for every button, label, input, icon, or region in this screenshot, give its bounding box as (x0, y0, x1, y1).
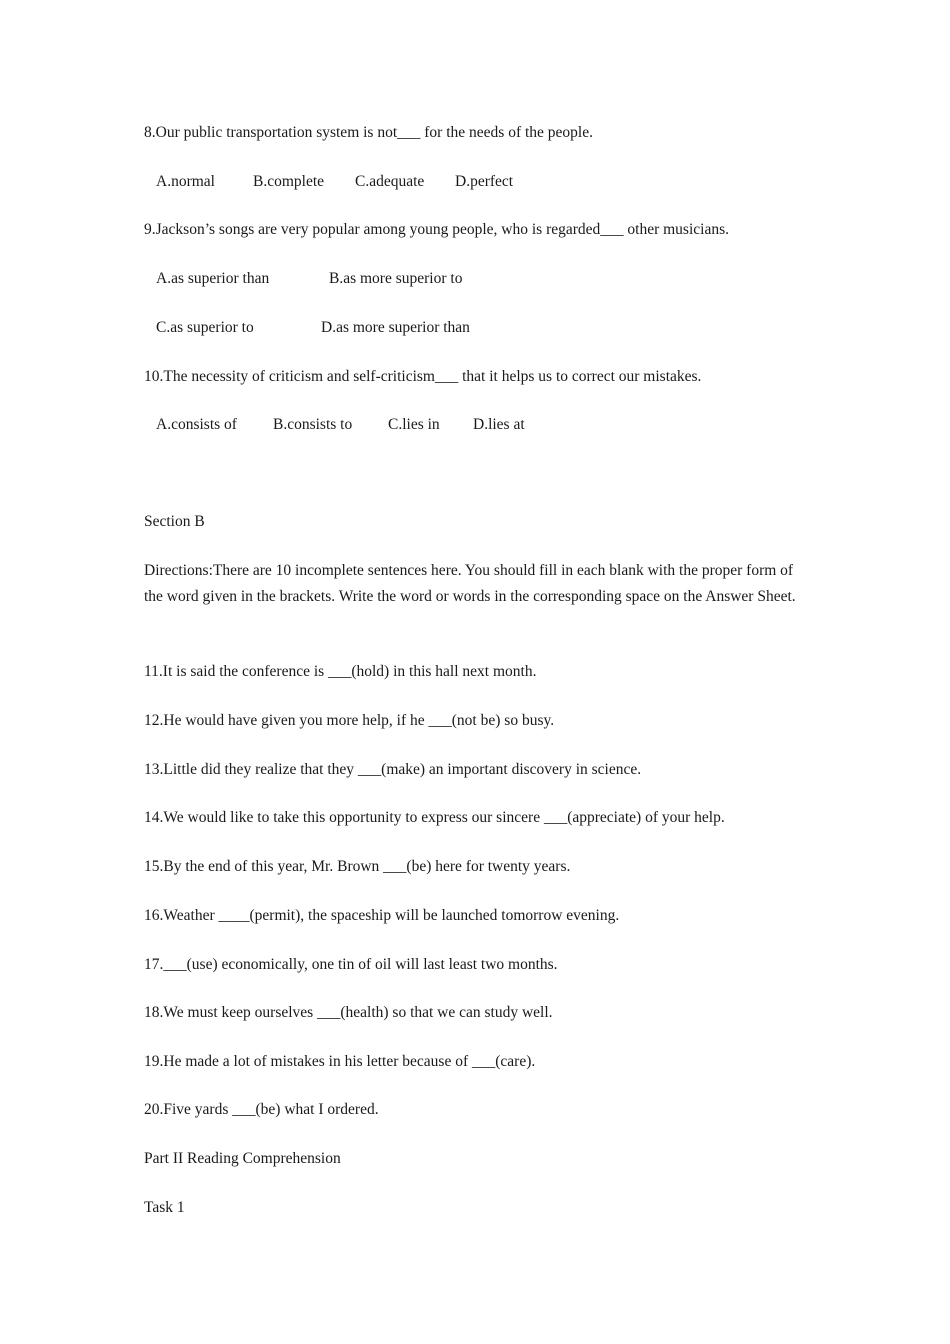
question-8-option-b: B.complete (253, 173, 325, 190)
fill-in-item-19: 19.He made a lot of mistakes in his letter because of ___(care). (144, 1053, 536, 1070)
fill-in-item-17: 17.___(use) economically, one tin of oil will last least two months. (144, 956, 558, 973)
task-1-heading: Task 1 (144, 1199, 185, 1216)
fill-in-item-11: 11.It is said the conference is ___(hold) in this hall next month. (144, 663, 537, 680)
question-8-option-d: D.perfect (455, 173, 514, 190)
question-10-option-d: D.lies at (473, 416, 525, 433)
question-9-option-c: C.as superior to (156, 319, 254, 336)
question-9-option-a: A.as superior than (156, 270, 270, 287)
question-9-option-d: D.as more superior than (321, 319, 470, 336)
question-8-option-a: A.normal (156, 173, 215, 190)
question-10-option-c: C.lies in (388, 416, 440, 433)
fill-in-item-12: 12.He would have given you more help, if he ___(not be) so busy. (144, 712, 555, 729)
fill-in-item-14: 14.We would like to take this opportunity to express our sincere ___(appreciate) of your help. (144, 809, 725, 826)
question-8-stem: 8.Our public transportation system is not___ for the needs of the people. (144, 124, 593, 141)
fill-in-item-18: 18.We must keep ourselves ___(health) so that we can study well. (144, 1004, 553, 1021)
fill-in-item-15: 15.By the end of this year, Mr. Brown ___(be) here for twenty years. (144, 858, 571, 875)
fill-in-item-13: 13.Little did they realize that they ___(make) an important discovery in science. (144, 761, 642, 778)
question-10-option-b: B.consists to (273, 416, 353, 433)
fill-in-item-16: 16.Weather ____(permit), the spaceship will be launched tomorrow evening. (144, 907, 620, 924)
section-b-directions: Directions:There are 10 incomplete sentences here. You should fill in each blank with the proper form of the word given in the brackets. Write the word or words in the corresponding space on the Answer Sheet. (144, 562, 796, 605)
question-10-stem: 10.The necessity of criticism and self-criticism___ that it helps us to correct our mistakes. (144, 368, 702, 385)
question-9-option-b: B.as more superior to (329, 270, 463, 287)
question-8-option-c: C.adequate (355, 173, 425, 190)
question-9-stem: 9.Jackson’s songs are very popular among young people, who is regarded___ other musicians. (144, 221, 729, 238)
question-10-option-a: A.consists of (156, 416, 237, 433)
fill-in-item-20: 20.Five yards ___(be) what I ordered. (144, 1101, 379, 1118)
section-b-heading: Section B (144, 513, 205, 530)
part-2-heading: Part II Reading Comprehension (144, 1150, 341, 1167)
